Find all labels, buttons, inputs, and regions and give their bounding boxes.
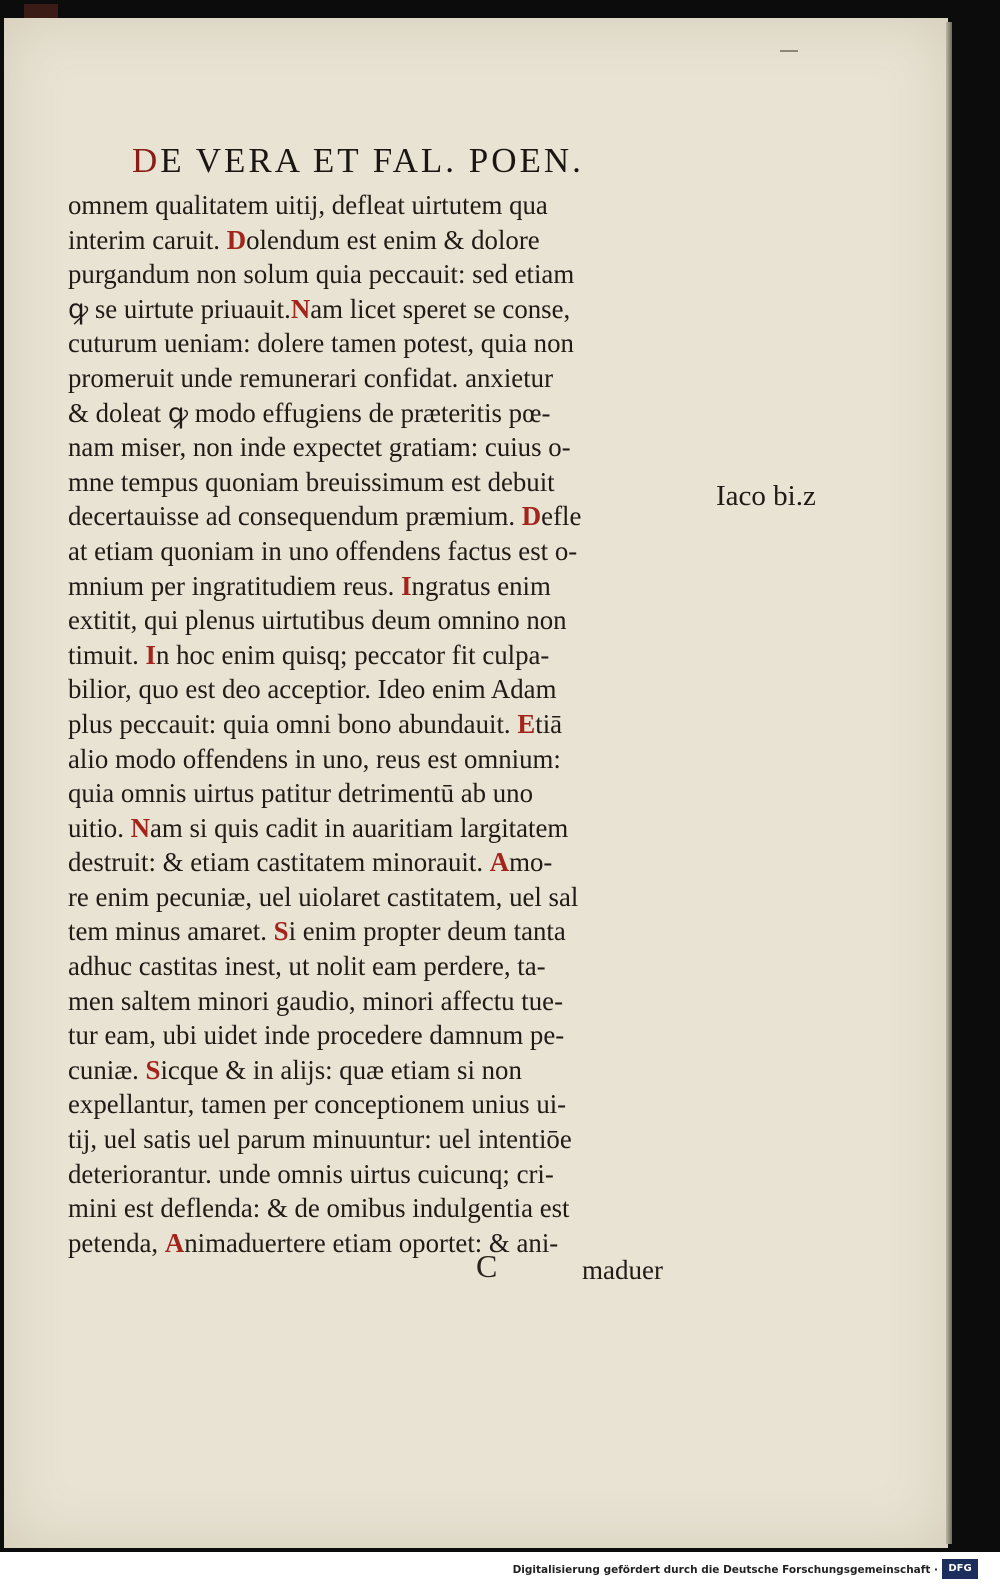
- text-line: [68, 672, 704, 707]
- rubricated-initial: N: [290, 293, 311, 324]
- line-segment: interim caruit.: [68, 224, 227, 255]
- pencil-mark: [780, 50, 798, 52]
- line-segment: tur eam, ubi uidet inde procedere damnum pe-: [68, 1020, 565, 1051]
- line-segment: promeruit unde remunerari confidat. anxietur: [68, 362, 554, 393]
- text-line: [68, 1157, 704, 1192]
- rubricated-initial: I: [401, 570, 412, 601]
- text-line: [68, 845, 704, 880]
- text-line: [68, 603, 704, 638]
- text-line: [68, 984, 704, 1019]
- footer-credit: Digitalisierung gefördert durch die Deutsche Forschungsgemeinschaft ·: [512, 1564, 938, 1576]
- line-segment: & doleat ꝙ modo effugiens de præteritis pœ-: [68, 397, 551, 428]
- line-segment: i enim propter deum tanta: [288, 916, 566, 947]
- line-segment: men saltem minori gaudio, minori affectu tue-: [68, 985, 564, 1016]
- text-line: [68, 223, 704, 258]
- line-segment: am si quis cadit in auaritiam largitatem: [149, 812, 569, 843]
- marginal-note: Iaco bi.z: [716, 480, 816, 512]
- rubricated-initial: S: [273, 916, 289, 947]
- dfg-logo: DFG: [942, 1559, 978, 1579]
- line-segment: icque & in alijs: quæ etiam si non: [160, 1054, 522, 1085]
- line-segment: cuturum ueniam: dolere tamen potest, quia non: [68, 328, 574, 359]
- line-segment: nimaduertere etiam oportet: & ani-: [184, 1227, 559, 1258]
- text-line: [68, 569, 704, 604]
- line-segment: destruit: & etiam castitatem minorauit.: [68, 847, 490, 878]
- line-segment: omnem qualitatem uitij, defleat uirtutem qua: [68, 190, 548, 220]
- text-line: [68, 257, 704, 292]
- text-line: [68, 914, 704, 949]
- line-segment: deteriorantur. unde omnis uirtus cuicunq; cri-: [68, 1158, 554, 1189]
- running-head-initial: D: [132, 141, 161, 180]
- line-segment: decertauisse ad consequendum præmium.: [68, 501, 522, 532]
- rubricated-initial: A: [164, 1227, 185, 1258]
- line-segment: mnium per ingratitudiem reus.: [68, 570, 402, 601]
- text-line: [68, 430, 704, 465]
- line-segment: n hoc enim quisq; peccator fit culpa-: [155, 639, 550, 670]
- line-segment: expellantur, tamen per conceptionem unius ui-: [68, 1089, 567, 1120]
- line-segment: mo-: [509, 847, 553, 878]
- line-segment: petenda,: [68, 1227, 165, 1258]
- line-segment: at etiam quoniam in uno offendens factus est o-: [68, 535, 578, 566]
- line-segment: olendum est enim & dolore: [246, 224, 540, 255]
- text-line: [68, 1191, 704, 1226]
- line-segment: adhuc castitas inest, ut nolit eam perdere, ta-: [68, 951, 546, 982]
- text-line: [68, 292, 704, 327]
- line-segment: ꝙ se uirtute priuauit.: [68, 293, 291, 324]
- line-segment: mne tempus quoniam breuissimum est debuit: [68, 466, 555, 497]
- line-segment: cuniæ.: [68, 1054, 146, 1085]
- text-line: [68, 1018, 704, 1053]
- text-line: [68, 361, 704, 396]
- text-line: [68, 811, 704, 846]
- text-line: [68, 742, 704, 777]
- body-text: [68, 188, 708, 1260]
- text-line: [68, 465, 704, 500]
- line-segment: uitio.: [68, 812, 131, 843]
- line-segment: am licet speret se conse,: [310, 293, 571, 324]
- line-segment: alio modo offendens in uno, reus est omnium:: [68, 743, 561, 774]
- line-segment: timuit.: [68, 639, 146, 670]
- running-head: [132, 137, 692, 185]
- text-line: [68, 1122, 704, 1157]
- line-segment: plus peccauit: quia omni bono abundauit.: [68, 708, 518, 739]
- rubricated-initial: A: [489, 847, 510, 878]
- text-line: [68, 534, 704, 569]
- line-segment: tiā: [535, 708, 563, 739]
- text-line: [68, 638, 704, 673]
- text-line: [68, 707, 704, 742]
- scan-corner-mark: [24, 4, 58, 18]
- line-segment: extitit, qui plenus uirtutibus deum omnino non: [68, 605, 567, 636]
- text-line: [68, 1053, 704, 1088]
- line-segment: mini est deflenda: & de omibus indulgentia est: [68, 1193, 570, 1224]
- catchword: maduer: [582, 1255, 663, 1285]
- line-segment: purgandum non solum quia peccauit: sed etiam: [68, 259, 575, 290]
- text-line: [68, 396, 704, 431]
- text-line: [68, 326, 704, 361]
- line-segment: bilior, quo est deo acceptior. Ideo enim Adam: [68, 674, 557, 705]
- line-segment: nam miser, non inde expectet gratiam: cuius o-: [68, 432, 571, 463]
- text-line: [68, 1087, 704, 1122]
- text-line: [68, 188, 704, 223]
- text-line: [68, 776, 704, 811]
- rubricated-initial: D: [521, 501, 542, 532]
- page-edge-shadow: [946, 22, 952, 1544]
- line-segment: tij, uel satis uel parum minuuntur: uel intentiōe: [68, 1124, 572, 1155]
- line-segment: ngratus enim: [411, 570, 551, 601]
- line-segment: re enim pecuniæ, uel uiolaret castitatem, uel sal: [68, 881, 579, 912]
- line-segment: efle: [541, 501, 582, 532]
- rubricated-initial: E: [517, 708, 536, 739]
- line-segment: quia omnis uirtus patitur detrimentū ab uno: [68, 778, 534, 809]
- text-line: [68, 880, 704, 915]
- text-line: [68, 499, 704, 534]
- footer-bar: [0, 1552, 1000, 1587]
- rubricated-initial: N: [130, 812, 150, 843]
- rubricated-initial: I: [145, 639, 156, 670]
- signature-mark: C: [476, 1248, 498, 1284]
- rubricated-initial: S: [145, 1054, 161, 1085]
- text-line: [68, 949, 704, 984]
- running-head-text: E VERA ET FAL. POEN.: [160, 141, 584, 180]
- line-segment: tem minus amaret.: [68, 916, 274, 947]
- rubricated-initial: D: [226, 224, 247, 255]
